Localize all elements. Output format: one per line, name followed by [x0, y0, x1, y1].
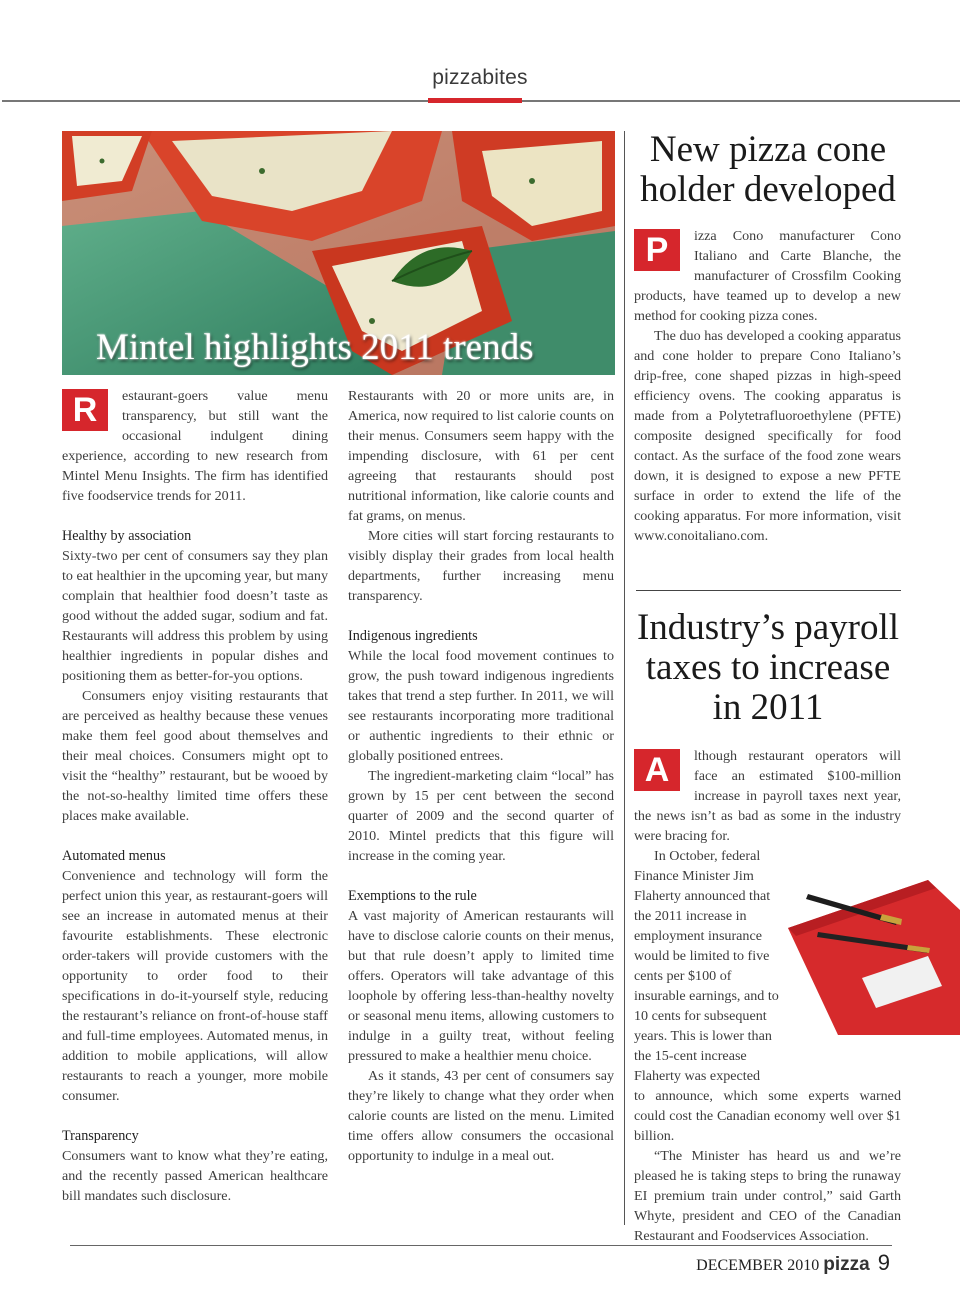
- story2-title-line-2: holder developed: [640, 169, 896, 210]
- feature-column-1: [62, 386, 328, 1206]
- heading-transparency: Transparency: [62, 1128, 139, 1144]
- page-footer: [696, 1250, 890, 1276]
- story2-paragraph-1: izza Cono manufacturer Cono Italiano and Carte Blanche, the manufacturer of Crossfilm Cooking products, have teamed up to develop a new method for cooking pizza cones.: [634, 228, 901, 324]
- section-title: pizzabites: [432, 66, 528, 89]
- exemptions-paragraph-2: As it stands, 43 per cent of consumers say they’re likely to change what they order when calorie counts are listed on the menu. Limited time offers allow consumers the occasional opportunity to indulge in a meal out.: [348, 1068, 614, 1164]
- story3-paragraph-2b: to announce, which some experts warned could cost the Canadian economy well over $1 billion.: [634, 1088, 901, 1144]
- story-divider: [636, 590, 901, 591]
- healthy-paragraph-1: Sixty-two per cent of consumers say they plan to eat healthier in the upcoming year, but many complain that healthier food doesn’t taste as good without the added sugar, sodium and fat. Restaurants will address this problem by using healthier ingredients in popular dishes and positioning them as better-for-you options.: [62, 548, 328, 684]
- story3-title-line-2: taxes to increase: [645, 647, 891, 688]
- exemptions-paragraph-1: A vast majority of American restaurants will have to disclose calorie counts on their menus, but that rule doesn’t apply to limited time offers. Operators will take advantage of this loophole by offering less-than-healthy novelty or seasonal menu items, allowing customers to indulge in a guilty treat, without feeling pressured to make a healthier menu choice.: [348, 908, 614, 1064]
- indigenous-paragraph-2: The ingredient-marketing claim “local” has grown by 15 per cent between the second quarter of 2009 and the second quarter of 2010. Mintel predicts that this figure will increase in the coming year.: [348, 768, 614, 864]
- magazine-name: pizza: [823, 1254, 870, 1275]
- heading-exemptions: Exemptions to the rule: [348, 888, 477, 904]
- story3-title-line-3: in 2011: [712, 687, 824, 728]
- dropcap-r: R: [62, 389, 108, 431]
- story3-body: [634, 746, 901, 1246]
- indigenous-paragraph-1: While the local food movement continues to grow, the push toward indigenous ingredients takes that trend a step further. In 2011, we will see restaurants incorporating more traditional or authentic ingredients to their ethnic or globally positioned entrees.: [348, 648, 614, 764]
- col2-paragraph-1: Restaurants with 20 or more units are, in America, now required to list calorie counts on their menus. Consumers seem happy with the impending disclosure, with 61 per cent agreeing that restaurants should post nutritional information, like calorie counts and fat grams, on menus.: [348, 388, 614, 524]
- story2-paragraph-2: The duo has developed a cooking apparatus and cone holder to prepare Cono Italiano’s drip-free, cone shaped pizzas in high-speed efficiency ovens. The cooking apparatus is made from a Polytetrafluoroethylene (PFTE) composite designed specifically for food contact. As the surface of the food zone wears down, it is designed to expose a new PFTE surface in order to extend the life of the cooking apparatus. For more information, visit www.conoitaliano.com.: [634, 328, 901, 544]
- feature-title: Mintel highlights 2011 trends: [96, 327, 534, 368]
- story2-title-line-1: New pizza cone: [649, 129, 887, 170]
- feature-column-2: [348, 386, 614, 1166]
- dropcap-p: P: [634, 229, 680, 271]
- story2-title: [634, 130, 902, 210]
- feature-intro: estaurant-goers value menu transparency, but still want the occasional indulgent dining experience, according to new research from Mintel Menu Insights. The firm has identified five foodservice trends for 2011.: [62, 388, 328, 504]
- story3-paragraph-2a: In October, federal Finance Minister Jim Flaherty announced that the 2011 increase in employment insurance would be limited to five cents per $100 of insurable earnings, and to 10 cents for subsequent years. This is lower than the 15-cent increase Flaherty was expected: [634, 848, 779, 1084]
- page-number: 9: [877, 1250, 890, 1275]
- story3-paragraph-1: lthough restaurant operators will face an estimated $100-million increase in payroll taxes next year, the news isn’t as bad as some in the industry were bracing for.: [634, 748, 901, 844]
- story3-paragraph-3: “The Minister has heard us and we’re pleased he is taking steps to bring the runaway EI premium train under control,” said Garth Whyte, president and CEO of the Canadian Restaurant and Foodservices Association.: [634, 1148, 901, 1244]
- automated-paragraph: Convenience and technology will form the perfect union this year, as restaurant-goers will see an increase in automated menus at their favourite establishments. These electronic order-takers will provide customers with the opportunity to order food to their specifications in do-it-yourself style, reducing the restaurant’s reliance on front-of-house staff and full-time employees. Automated menus, in addition to mobile applications, will allow restaurants to reach a younger, more mobile consumer.: [62, 868, 328, 1104]
- story3-title-line-1: Industry’s payroll: [636, 607, 900, 648]
- healthy-paragraph-2: Consumers enjoy visiting restaurants that are perceived as healthy because these venues make them feel good about themselves and their meal choices. Consumers might opt to visit the “healthy” restaurant, but be wooed by the not-so-healthy limited time offers these places make available.: [62, 688, 328, 824]
- heading-healthy: Healthy by association: [62, 528, 192, 544]
- footer-rule: [70, 1245, 892, 1246]
- col2-paragraph-2: More cities will start forcing restaurants to visibly display their grades from local health departments, further increasing menu transparency.: [348, 528, 614, 604]
- heading-automated: Automated menus: [62, 848, 166, 864]
- story3-title: [634, 608, 902, 728]
- transparency-paragraph: Consumers want to know what they’re eating, and the recently passed American healthcare bill mandates such disclosure.: [62, 1148, 328, 1204]
- column-divider: [624, 131, 625, 1225]
- heading-indigenous: Indigenous ingredients: [348, 628, 478, 644]
- issue-date: DECEMBER 2010: [696, 1257, 820, 1274]
- dropcap-a: A: [634, 749, 680, 791]
- hero-image: [62, 131, 615, 375]
- header-accent-bar: [428, 98, 522, 103]
- story2-body: [634, 226, 901, 546]
